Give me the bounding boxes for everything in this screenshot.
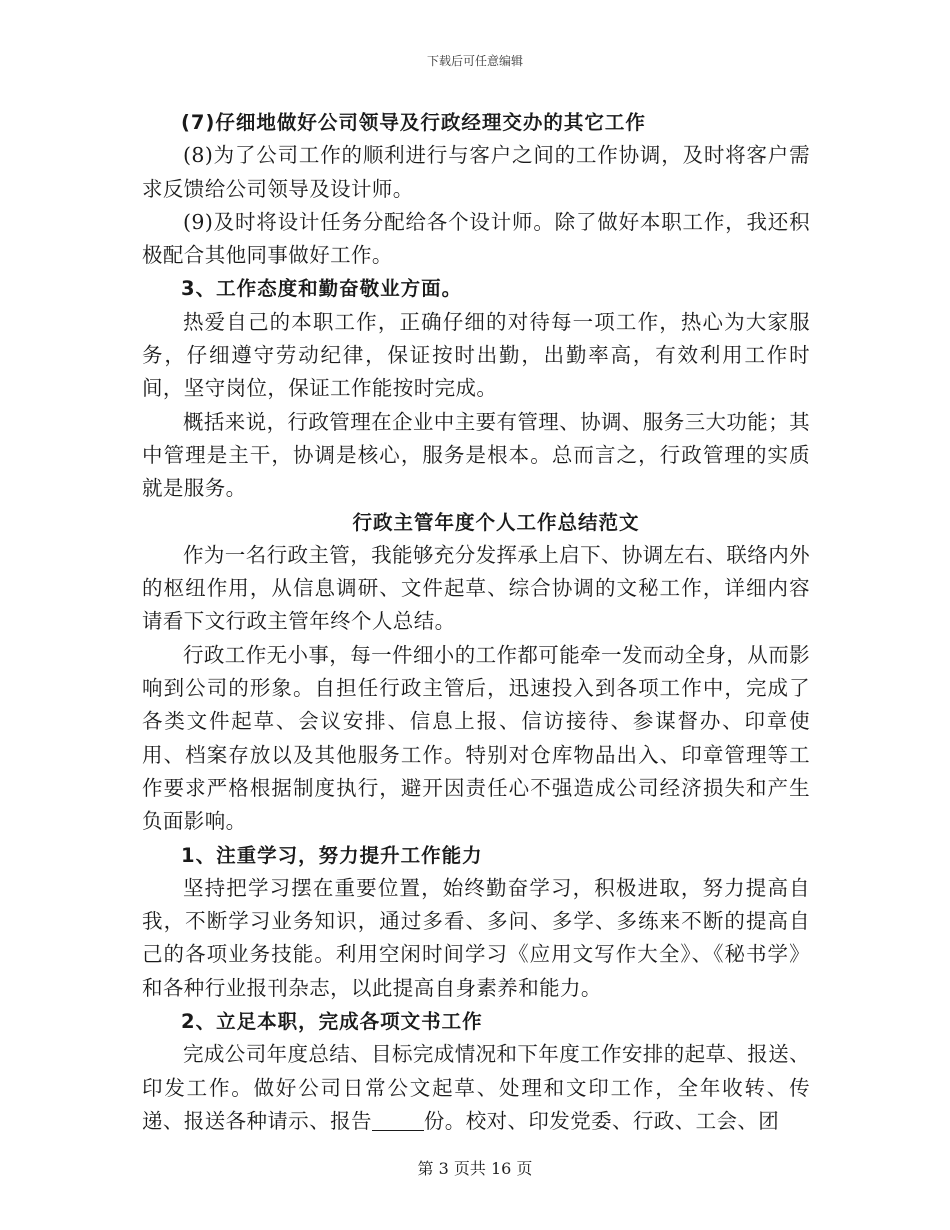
page-number: 第 3 页共 16 页 (417, 1159, 533, 1178)
document-body (142, 106, 810, 1138)
paragraph-intro: 作为一名行政主管，我能够充分发挥承上启下、协调左右、联络内外的枢纽作用，从信息调研、文件起草、综合协调的文秘工作，详细内容请看下文行政主管年终个人总结。 (142, 542, 810, 634)
list-item-7: (7)仔细地做好公司领导及行政经理交办的其它工作 (181, 111, 646, 134)
page-header: 下载后可任意编辑 (426, 54, 523, 68)
paragraph-admin-work: 行政工作无小事，每一件细小的工作都可能牵一发而动全身，从而影响到公司的形象。自担任行政主管后，迅速投入到各项工作中，完成了各类文件起草、会议安排、信息上报、信访接待、参谋督办、印章使用、档案存放以及其他服务工作。特别对仓库物品出入、印章管理等工作要求严格根据制度执行，避开因责任心不强造成公司经济损失和产生负面影响。 (142, 642, 810, 834)
list-item-8: (8)为了公司工作的顺利进行与客户之间的工作协调，及时将客户需求反馈给公司领导及设计师。 (142, 143, 810, 201)
article-title: 行政主管年度个人工作总结范文 (352, 510, 640, 534)
paragraph-documents-part1: 完成公司年度总结、目标完成情况和下年度工作安排的起草、报送、印发工作。做好公司日常公文起草、处理和文印工作，全年收转、传递、报送各种请示、报告 (142, 1042, 810, 1133)
paragraph-learning: 坚持把学习摆在重要位置，始终勤奋学习，积极进取，努力提高自我，不断学习业务知识，通过多看、多问、多学、多练来不断的提高自己的各项业务技能。利用空闲时间学习《应用文写作大全》、《秘书学》和各种行业报刊杂志，以此提高自身素养和能力。 (142, 875, 810, 1000)
paragraph-summary: 概括来说，行政管理在企业中主要有管理、协调、服务三大功能；其中管理是主干，协调是核心，服务是根本。总而言之，行政管理的实质就是服务。 (142, 409, 810, 501)
list-item-9: (9)及时将设计任务分配给各个设计师。除了做好本职工作，我还积极配合其他同事做好工作。 (142, 209, 810, 268)
fill-in-blank (372, 1110, 424, 1131)
section-heading-1: 1、注重学习，努力提升工作能力 (181, 843, 483, 867)
section-heading-3: 3、工作态度和勤奋敬业方面。 (181, 277, 463, 301)
paragraph-documents (142, 1038, 810, 1138)
paragraph-documents-part2: 份。校对、印发党委、行政、工会、团 (423, 1108, 780, 1133)
paragraph-work-attitude: 热爱自己的本职工作，正确仔细的对待每一项工作，热心为大家服务，仔细遵守劳动纪律，保证按时出勤，出勤率高，有效利用工作时间，坚守岗位，保证工作能按时完成。 (142, 309, 810, 401)
section-heading-2: 2、立足本职，完成各项文书工作 (181, 1010, 483, 1034)
